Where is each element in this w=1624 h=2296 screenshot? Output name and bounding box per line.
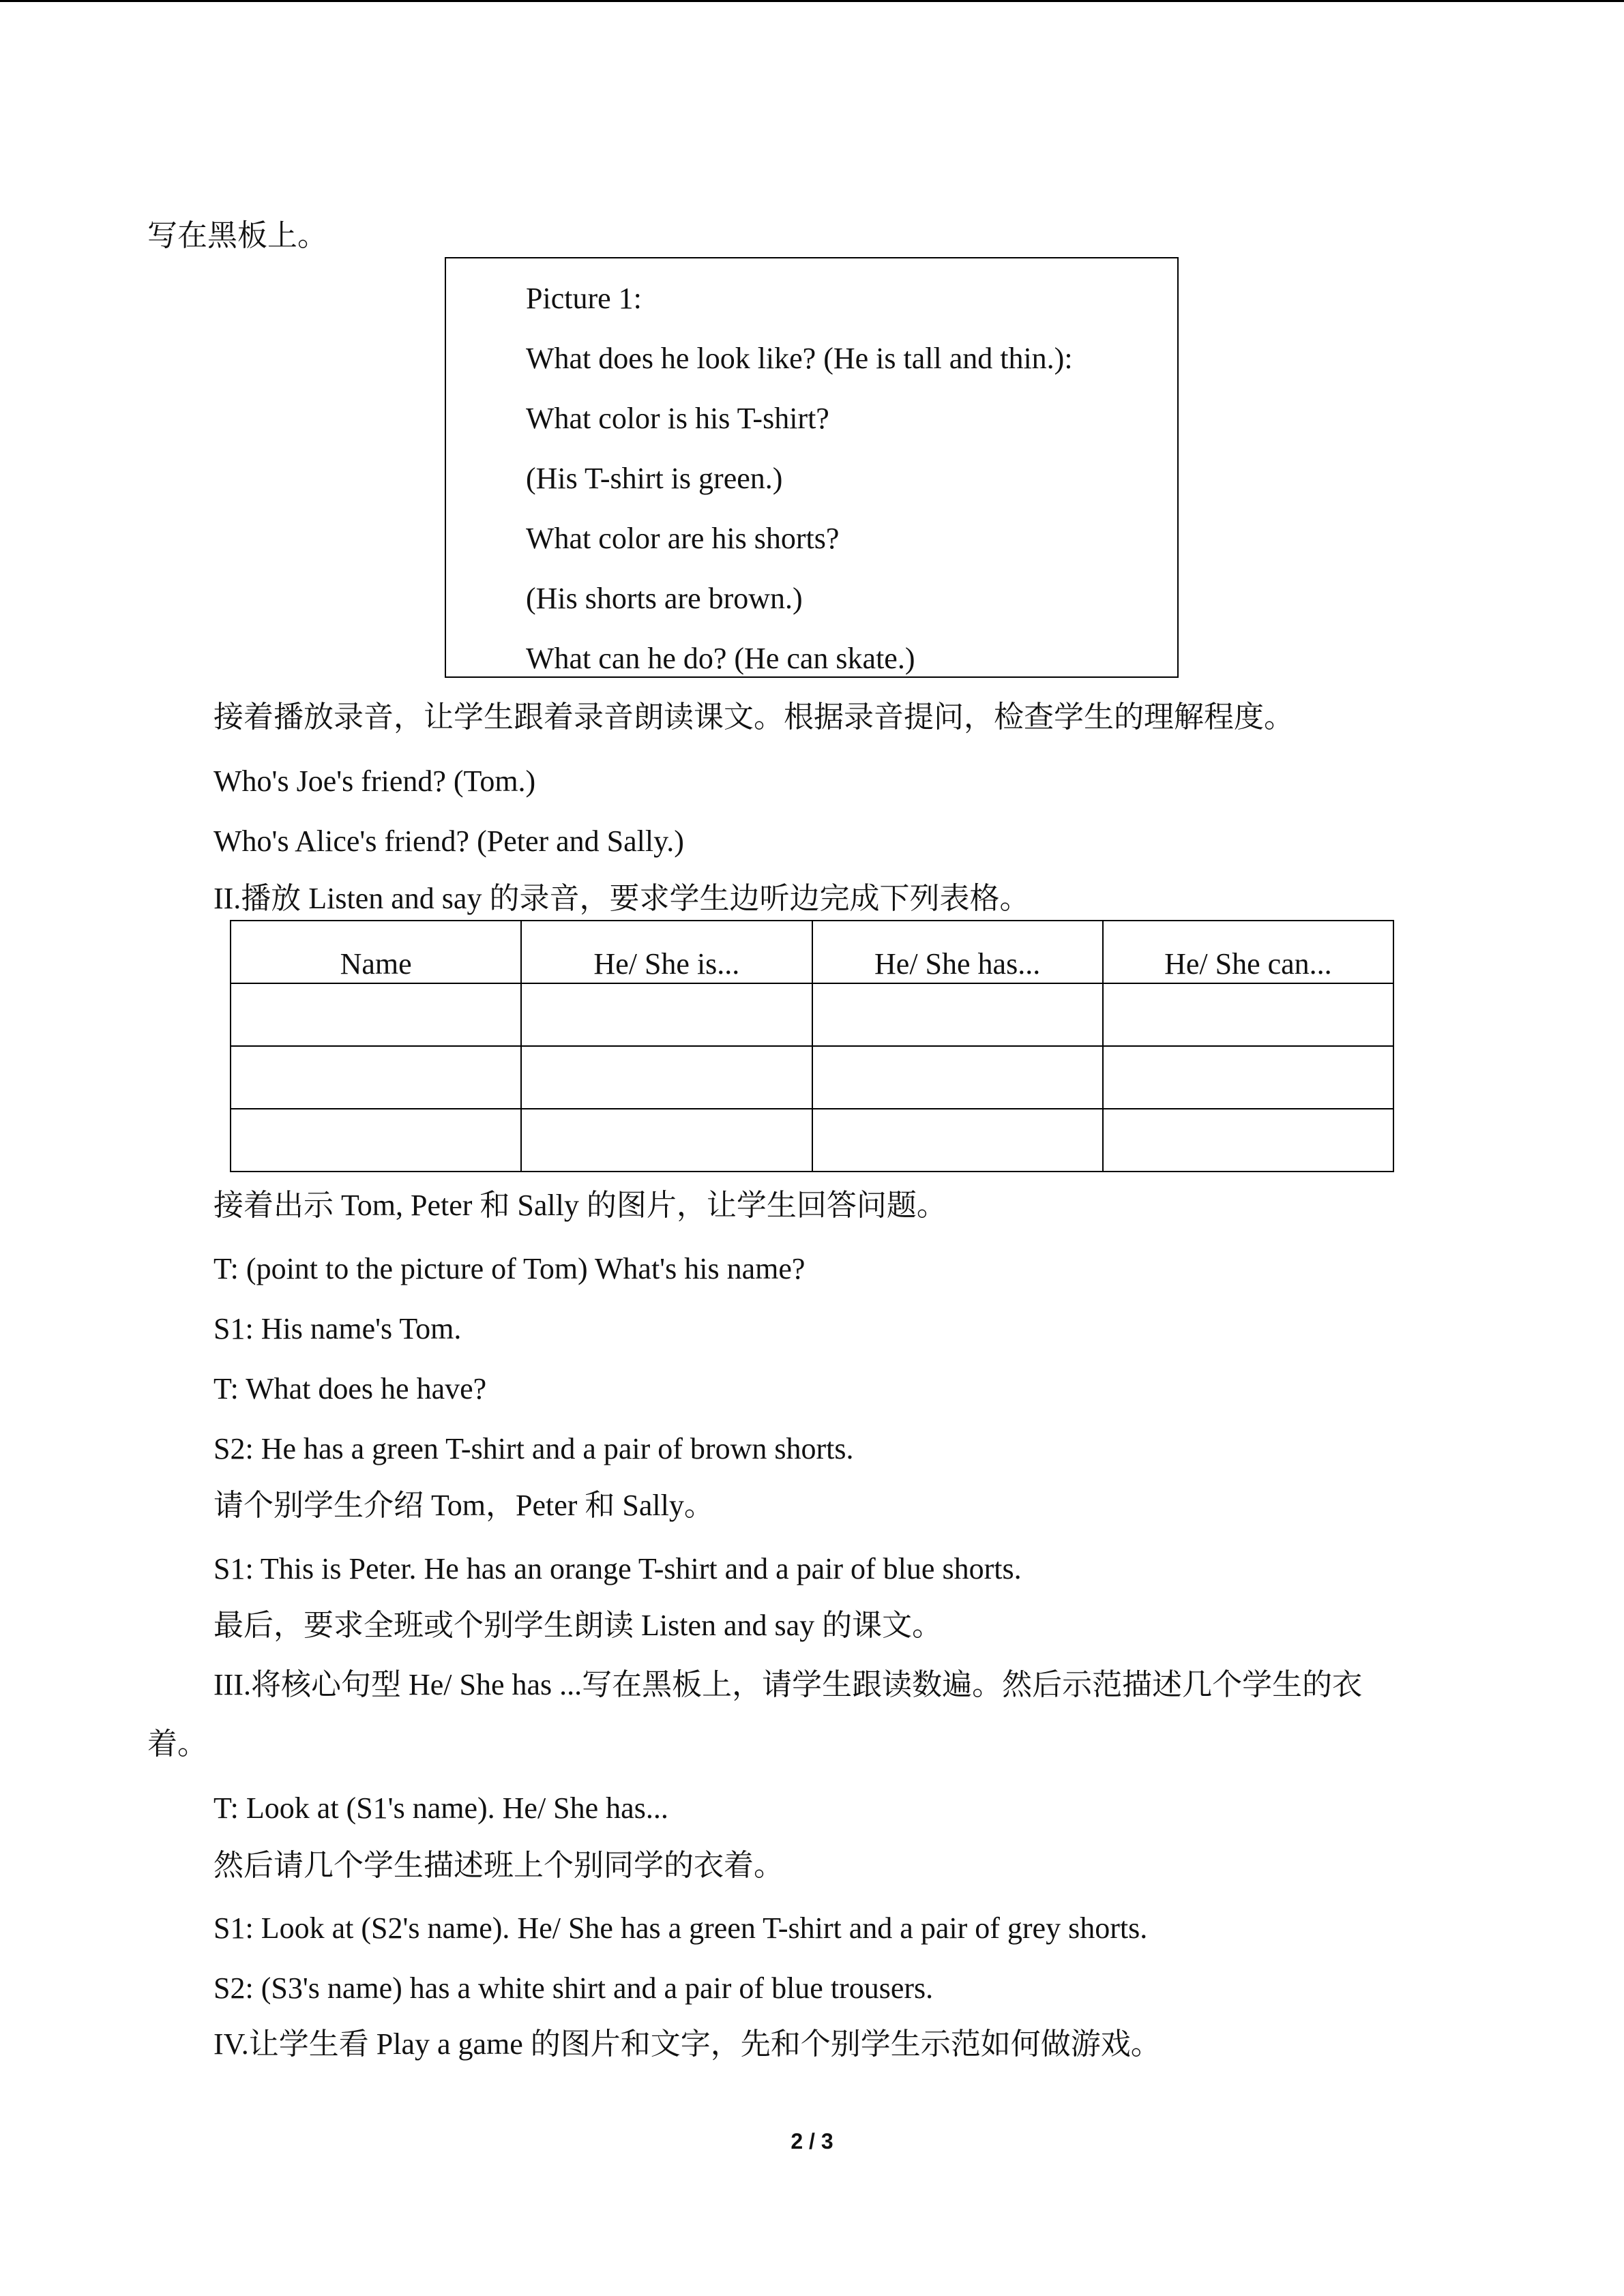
table-header-cell: He/ She can...	[1103, 921, 1393, 983]
page-number: 2 / 3	[791, 2129, 833, 2153]
table-cell	[521, 1109, 812, 1172]
table-cell	[1103, 1109, 1393, 1172]
box-line: What color are his shorts?	[526, 522, 840, 555]
dialogue-line: T: Look at (S1's name). He/ She has...	[213, 1791, 668, 1825]
paragraph-line: 接着出示 Tom, Peter 和 Sally 的图片，让学生回答问题。	[213, 1189, 947, 1222]
table-cell	[812, 983, 1103, 1046]
box-line: What can he do? (He can skate.)	[526, 642, 915, 675]
section-heading-IV: IV.让学生看 Play a game 的图片和文字，先和个别学生示范如何做游戏。	[213, 2027, 1161, 2061]
box-line: What color is his T-shirt?	[526, 402, 829, 435]
paragraph-line: 接着播放录音，让学生跟着录音朗读课文。根据录音提问，检查学生的理解程度。	[213, 700, 1294, 734]
box-line: (His T-shirt is green.)	[526, 462, 783, 495]
blackboard-box	[445, 257, 1179, 678]
dialogue-line: S1: Look at (S2's name). He/ She has a green T-shirt and a pair of grey shorts.	[213, 1911, 1148, 1945]
paragraph-line: 然后请几个学生描述班上个别同学的衣着。	[213, 1849, 784, 1882]
table-cell	[231, 1109, 521, 1172]
table-cell	[231, 1046, 521, 1109]
table-cell	[521, 1046, 812, 1109]
dialogue-line: T: (point to the picture of Tom) What's his name?	[213, 1252, 806, 1285]
paragraph-line: Who's Alice's friend? (Peter and Sally.)	[213, 824, 684, 858]
page-top-border	[0, 0, 1624, 2]
box-line: (His shorts are brown.)	[526, 582, 803, 615]
table-cell	[1103, 1046, 1393, 1109]
paragraph-line: 请个别学生介绍 Tom，Peter 和 Sally。	[213, 1489, 714, 1522]
dialogue-line: S2: (S3's name) has a white shirt and a pair of blue trousers.	[213, 1971, 934, 2005]
worksheet-table	[230, 920, 1394, 1172]
section-heading-III: III.将核心句型 He/ She has ...写在黑板上，请学生跟读数遍。然后示范描述几个学生的衣	[213, 1668, 1363, 1701]
dialogue-line: S2: He has a green T-shirt and a pair of brown shorts.	[213, 1432, 854, 1465]
table-header-cell: He/ She is...	[521, 921, 812, 983]
dialogue-line: T: What does he have?	[213, 1372, 487, 1405]
box-line: What does he look like? (He is tall and thin.):	[526, 342, 1073, 375]
table-header-cell: He/ She has...	[812, 921, 1103, 983]
table-cell	[521, 983, 812, 1046]
table-cell	[812, 1109, 1103, 1172]
table-cell	[231, 983, 521, 1046]
table-header-cell: Name	[231, 921, 521, 983]
table-row	[231, 1046, 1393, 1109]
paragraph-line: Who's Joe's friend? (Tom.)	[213, 764, 536, 798]
paragraph-line: 最后，要求全班或个别学生朗读 Listen and say 的课文。	[213, 1609, 943, 1642]
table-cell	[1103, 983, 1393, 1046]
dialogue-line: S1: His name's Tom.	[213, 1312, 462, 1345]
table-cell	[812, 1046, 1103, 1109]
section-heading-II: II.播放 Listen and say 的录音，要求学生边听边完成下列表格。	[213, 882, 1030, 915]
dialogue-line: S1: This is Peter. He has an orange T-shirt and a pair of blue shorts.	[213, 1552, 1022, 1585]
table-row	[231, 1109, 1393, 1172]
table-row	[231, 983, 1393, 1046]
box-line: Picture 1:	[526, 282, 642, 315]
intro-line: 写在黑板上。	[147, 219, 327, 252]
paragraph-line: 着。	[147, 1727, 207, 1761]
table-header-row	[231, 921, 1393, 983]
